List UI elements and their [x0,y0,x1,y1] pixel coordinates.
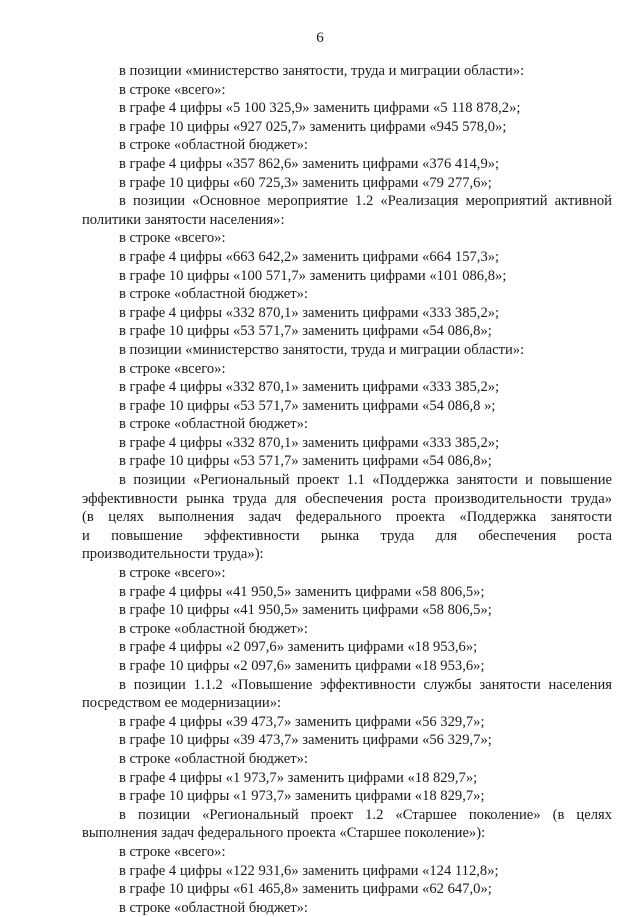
text-line: в графе 10 цифры «1 973,7» заменить цифрами «18 829,7»; [119,788,485,805]
text-line: в графе 10 цифры «53 571,7» заменить цифрами «54 086,8»; [119,323,492,340]
text-line: и повышение эффективности рынка труда для обеспечения роста [82,527,612,544]
text-line: в графе 10 цифры «53 571,7» заменить цифрами «54 086,8»; [119,453,492,470]
text-line: в графе 10 цифры «927 025,7» заменить цифрами «945 578,0»; [119,118,507,135]
text-line: в графе 4 цифры «357 862,6» заменить цифрами «376 414,9»; [119,155,500,172]
text-line: в графе 10 цифры «100 571,7» заменить цифрами «101 086,8»; [119,267,507,284]
page-number: 6 [316,30,324,46]
text-line: производительности труда»): [82,546,264,563]
text-line: в позиции «Региональный проект 1.2 «Старшее поколение» (в целях [119,806,612,823]
text-line: посредством ее модернизации»: [82,695,282,712]
text-line: в графе 4 цифры «39 473,7» заменить цифрами «56 329,7»; [119,713,485,730]
text-line: в позиции «министерство занятости, труда и миграции области»: [119,341,525,358]
text-line: в позиции «Основное мероприятие 1.2 «Реализация мероприятий активной [119,193,612,210]
text-line: в графе 10 цифры «39 473,7» заменить цифрами «56 329,7»; [119,732,492,749]
text-line: в графе 4 цифры «122 931,6» заменить цифрами «124 112,8»; [119,862,499,879]
text-line: в строке «областной бюджет»: [119,137,308,154]
text-line: в строке «областной бюджет»: [119,286,308,303]
text-line: политики занятости населения»: [82,211,285,228]
text-line: в строке «областной бюджет»: [119,899,308,916]
text-line: в графе 4 цифры «41 950,5» заменить цифрами «58 806,5»; [119,583,485,600]
text-line: в графе 10 цифры «41 950,5» заменить цифрами «58 806,5»; [119,602,492,619]
text-line: в графе 4 цифры «5 100 325,9» заменить цифрами «5 118 878,2»; [119,100,521,117]
text-line: (в целях выполнения задач федерального проекта «Поддержка занятости [82,509,612,526]
text-line: в строке «всего»: [119,81,226,98]
text-line: в графе 10 цифры «61 465,8» заменить цифрами «62 647,0»; [119,881,492,898]
text-line: в графе 4 цифры «332 870,1» заменить цифрами «333 385,2»; [119,304,500,321]
text-line: в графе 4 цифры «2 097,6» заменить цифрами «18 953,6»; [119,639,478,656]
text-line: в позиции 1.1.2 «Повышение эффективности службы занятости населения [119,676,612,693]
text-line: в графе 10 цифры «53 571,7» заменить цифрами «54 086,8 »; [119,397,496,414]
document-body [82,62,612,917]
text-line: выполнения задач федерального проекта «Старшее поколение»): [82,825,486,842]
text-line: в графе 4 цифры «332 870,1» заменить цифрами «333 385,2»; [119,434,500,451]
text-line: в строке «всего»: [119,360,226,377]
text-line: эффективности рынка труда для обеспечения роста производительности труда» [82,490,612,507]
text-line: в строке «областной бюджет»: [119,416,308,433]
text-line: в графе 10 цифры «2 097,6» заменить цифрами «18 953,6»; [119,658,485,674]
text-line: в строке «всего»: [119,230,226,247]
text-line: в строке «областной бюджет»: [119,750,308,767]
text-line: в графе 4 цифры «332 870,1» заменить цифрами «333 385,2»; [119,379,500,396]
text-line: в позиции «Региональный проект 1.1 «Поддержка занятости и повышение [119,472,612,489]
text-line: в графе 4 цифры «1 973,7» заменить цифрами «18 829,7»; [119,769,478,786]
text-line: в графе 10 цифры «60 725,3» заменить цифрами «79 277,6»; [119,174,492,191]
text-line: в строке «всего»: [119,565,226,582]
text-line: в позиции «министерство занятости, труда и миграции области»: [119,63,525,79]
text-line: в графе 4 цифры «663 642,2» заменить цифрами «664 157,3»; [119,248,500,265]
text-line: в строке «областной бюджет»: [119,620,308,637]
text-line: в строке «всего»: [119,843,226,860]
